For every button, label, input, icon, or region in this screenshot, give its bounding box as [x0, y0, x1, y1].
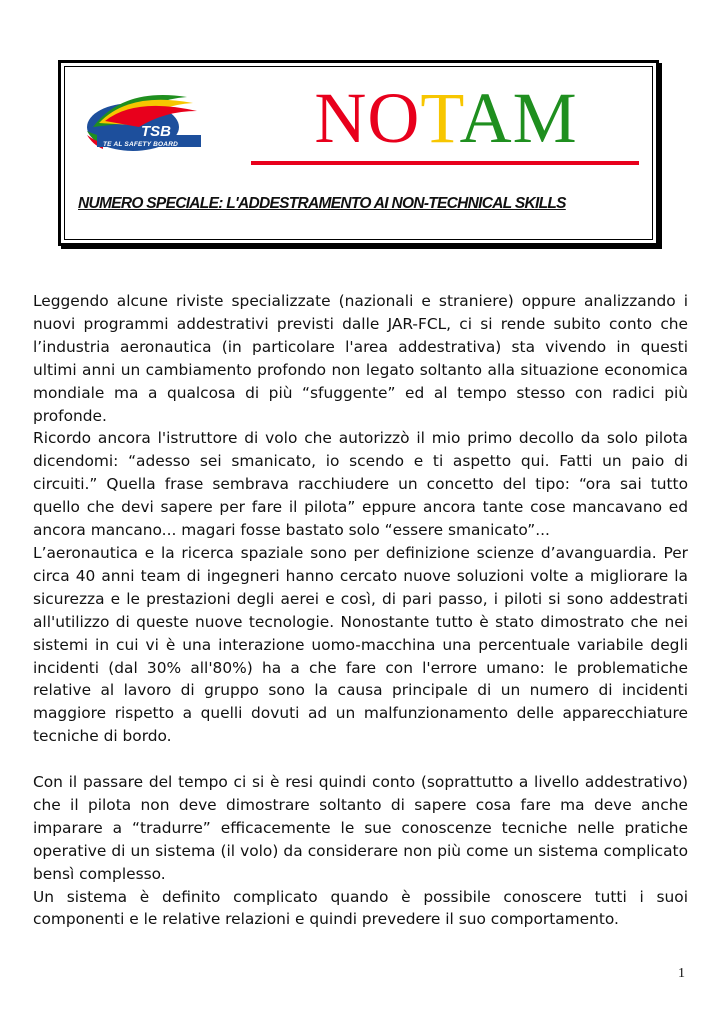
notam-header-box: [58, 60, 659, 246]
notam-title-no: NO: [314, 78, 421, 158]
notam-title: [251, 79, 641, 157]
article-body: [33, 290, 688, 931]
page-number: 1: [678, 966, 685, 981]
paragraph-2: Ricordo ancora l'istruttore di volo che autorizzò il mio primo decollo da solo pilota dicendomi: “adesso sei smanicato, io scendo e ti aspetto qui. Fatti un paio di circuiti.” Quella frase sembrava racchiudere un concetto del tipo: “ora sai tutto quello che devi sapere per fare il pilota” eppure ancora tante cose mancavano ed ancora mancano... magari fosse bastato solo “essere smanicato”...: [33, 429, 688, 540]
tsb-logo: [83, 83, 201, 153]
logo-caption: TE AL SAFETY BOARD: [103, 141, 178, 148]
paragraph-5: Un sistema è definito complicato quando è possibile conoscere tutti i suoi componenti e le relative relazioni e quindi prevedere il suo comportamento.: [33, 887, 688, 929]
notam-title-am: AM: [459, 78, 578, 158]
notam-title-underline: [251, 161, 639, 165]
paragraph-1: Leggendo alcune riviste specializzate (nazionali e straniere) oppure analizzando i nuovi programmi addestrativi previsti dalle JAR-FCL, ci si rende subito conto che l’industria aeronautica (in particolare l'area addestrativa) sta vivendo in questi ultimi anni un cambiamento profondo non legato soltanto alla situazione economica mondiale ma a qualcosa di più “sfuggente” ed al tempo stesso con radici più profonde.: [33, 292, 688, 425]
logo-tsb-text: TSB: [141, 123, 171, 140]
paragraph-4: Con il passare del tempo ci si è resi quindi conto (soprattutto a livello addestrativo) che il pilota non deve dimostrare soltanto di sapere cosa fare ma deve anche imparare a “tradurre” efficacemente le sue conoscenze tecniche nelle pratiche operative di un sistema (il volo) da considerare non più come un sistema complicato bensì complesso.: [33, 773, 688, 883]
issue-subtitle: NUMERO SPECIALE: L'ADDESTRAMENTO AI NON-TECHNICAL SKILLS: [78, 195, 566, 212]
notam-title-t: T: [420, 78, 460, 158]
paragraph-3: L’aeronautica e la ricerca spaziale sono per definizione scienze d’avanguardia. Per circa 40 anni team di ingegneri hanno cercato nuove soluzioni volte a migliorare la sicurezza e le prestazioni degli aerei e così, di pari passo, i piloti si sono addestrati all'utilizzo di queste nuove tecnologie. Nonostante tutto è stato dimostrato che nei sistemi in cui vi è una interazione uomo-macchina una percentuale variabile degli incidenti (dal 30% all'80%) ha a che fare con l'errore umano: le problematiche relative al lavoro di gruppo sono la causa principale di un numero di incidenti maggiore rispetto a quelli dovuti ad un malfunzionamento delle apparecchiature tecniche di bordo.: [33, 543, 688, 746]
